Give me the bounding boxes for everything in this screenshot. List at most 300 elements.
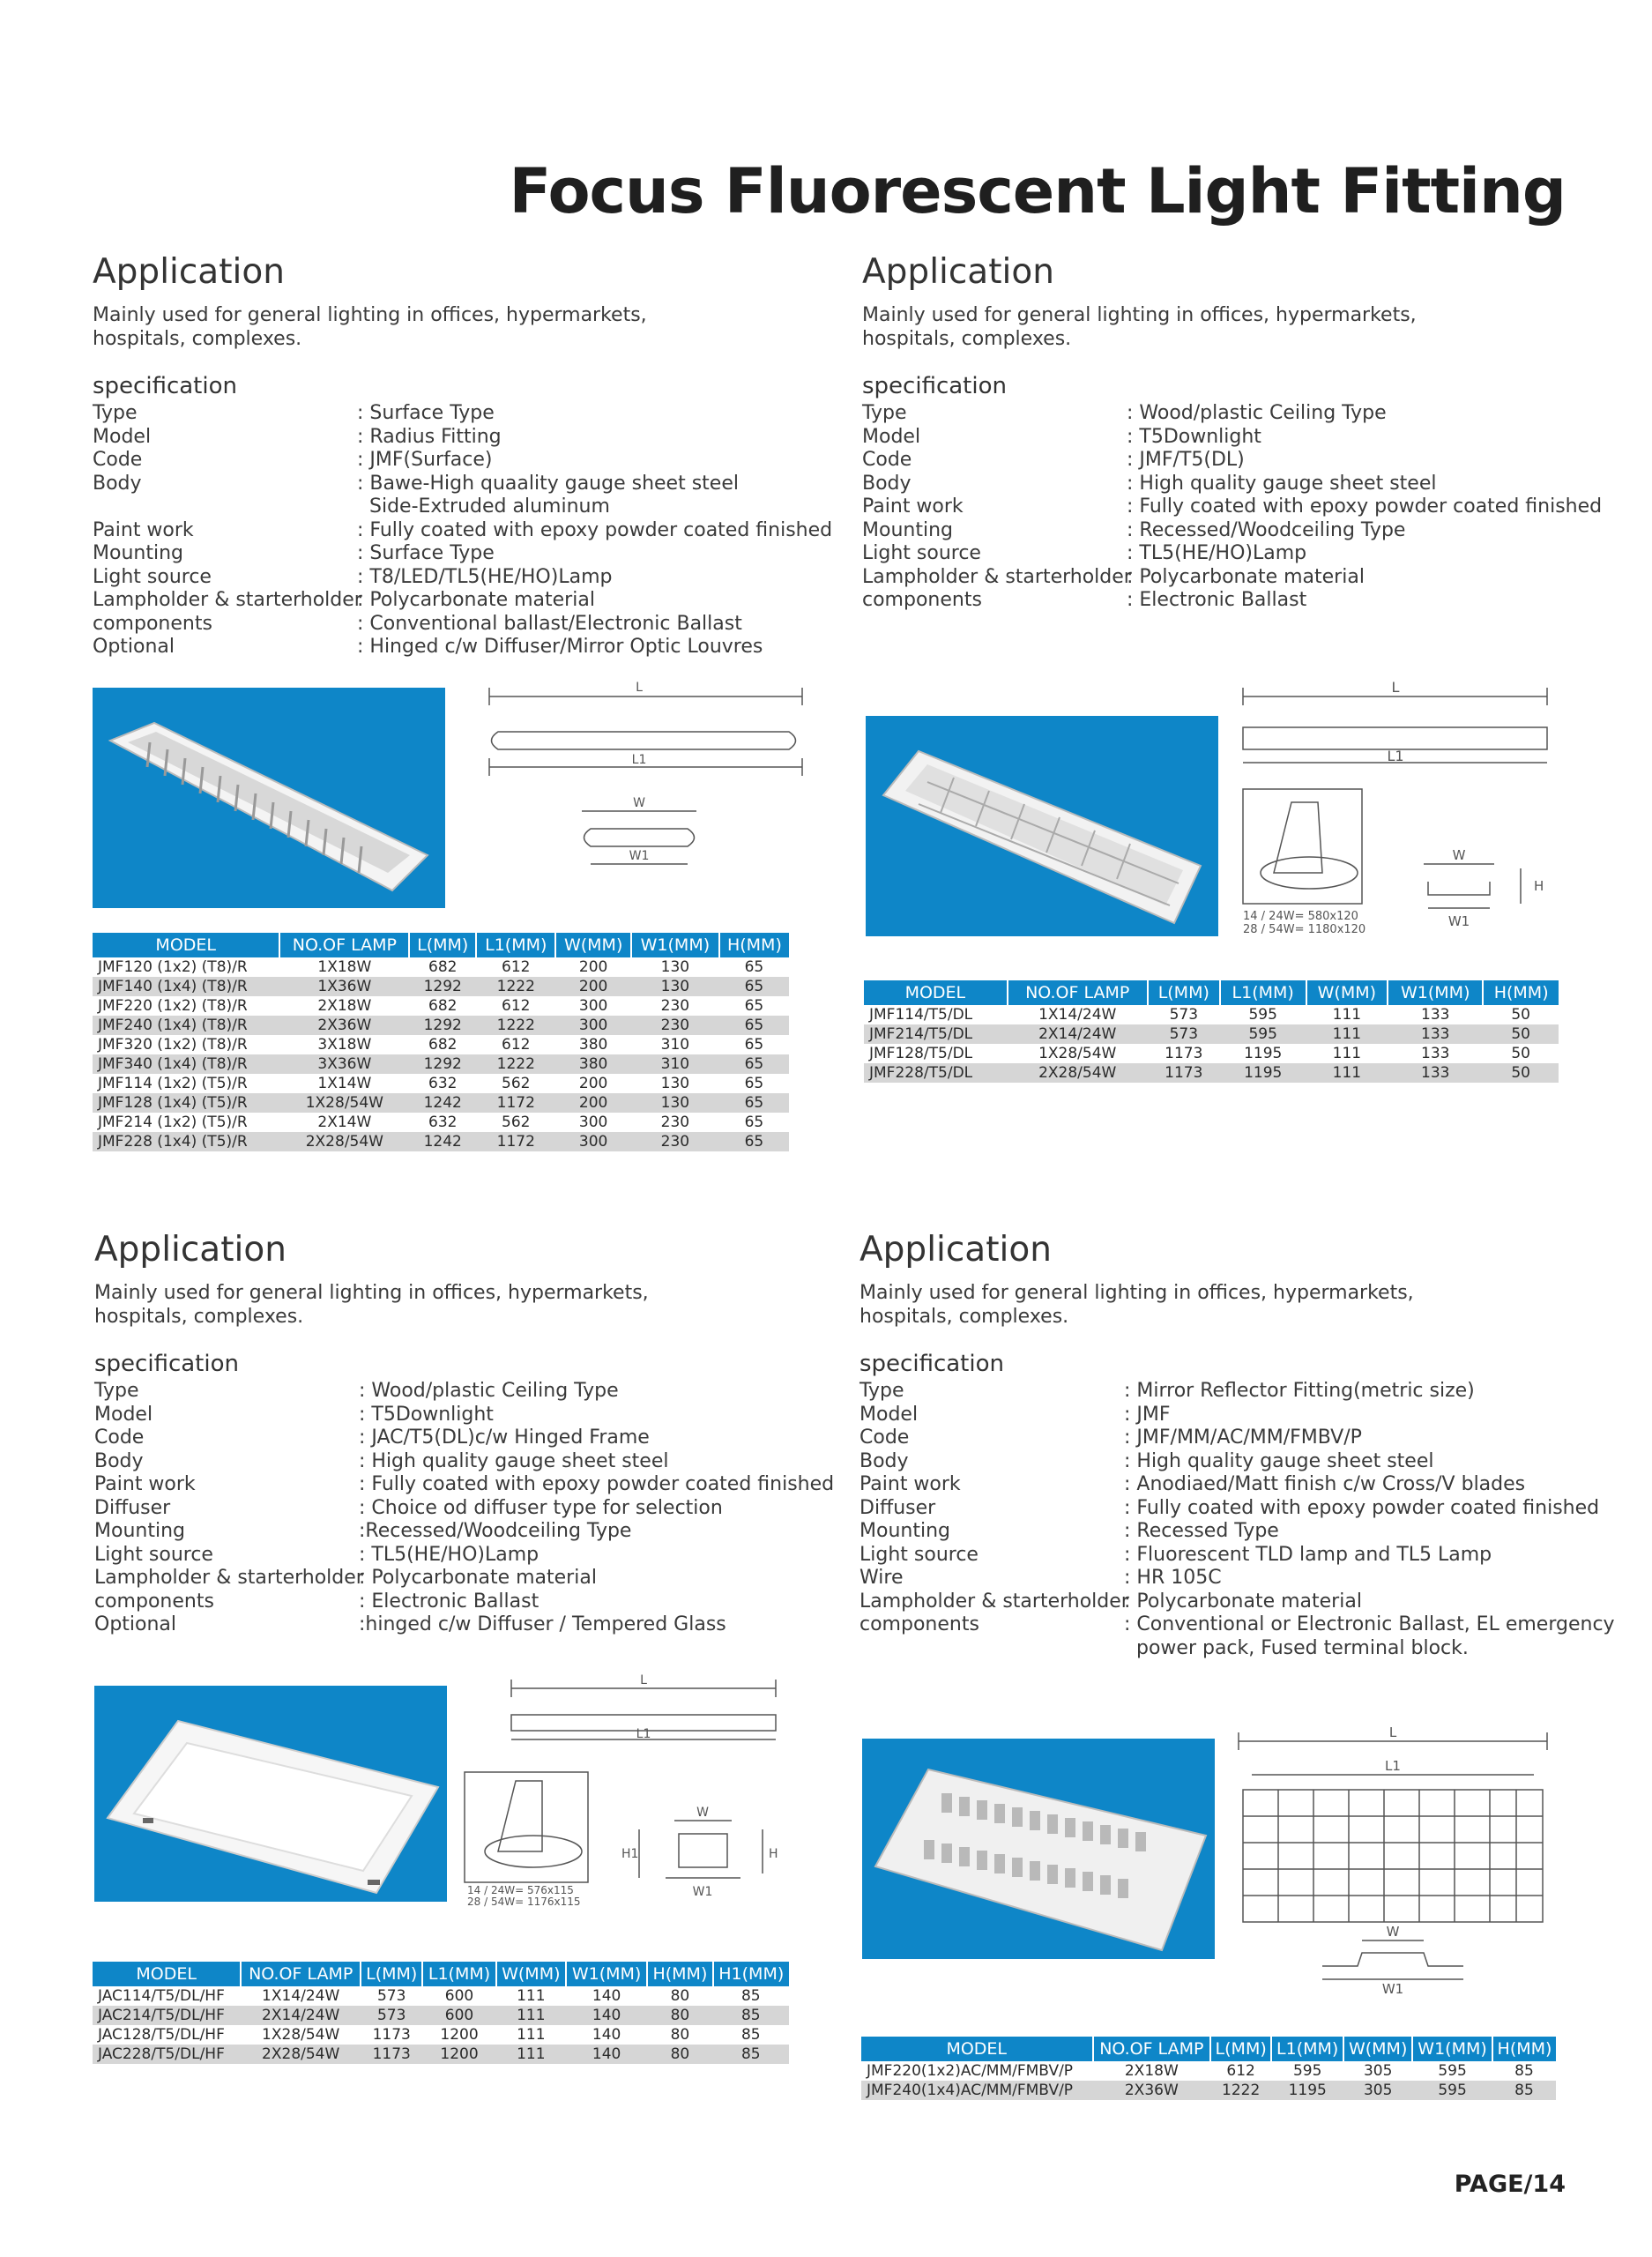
table-cell: 65 — [744, 958, 764, 976]
table-cell: 85 — [740, 2026, 761, 2044]
table-row — [93, 1093, 789, 1113]
spec-value: : T5Downlight — [359, 1403, 494, 1426]
table-row — [93, 2025, 789, 2045]
table-cell: 595 — [1438, 2062, 1467, 2080]
dimension-label: W — [1386, 1924, 1400, 1940]
product-photo — [866, 716, 1218, 936]
column-header: NO.OF LAMP — [241, 1962, 361, 1986]
table-cell: 1292 — [409, 977, 476, 996]
table-cell: 2X18W — [1124, 2062, 1179, 2080]
spec-row — [94, 1473, 835, 1497]
model-cell: JMF120 (1x2) (T8)/R — [98, 958, 248, 976]
column-header: H(MM) — [647, 1962, 712, 1986]
table-row — [864, 1044, 1559, 1063]
spec-value: : Bawe-High quaality gauge sheet steel — [357, 472, 739, 495]
table-cell: 85 — [1492, 2081, 1556, 2100]
table-cell: 50 — [1483, 1063, 1559, 1083]
spec-row — [859, 1496, 1600, 1521]
column-header: H1(MM) — [713, 1962, 789, 1986]
table-row — [93, 1986, 789, 2006]
table-row — [93, 977, 789, 996]
table-cell: 111 — [517, 2026, 546, 2044]
table-cell: 562 — [502, 1075, 531, 1092]
column-header: W(MM) — [555, 933, 631, 957]
spec-label: Light source — [94, 1543, 213, 1566]
table-cell: 2X14W — [317, 1114, 372, 1131]
column-header: L(MM) — [409, 933, 476, 957]
table-cell: 310 — [631, 1054, 719, 1074]
column-header: W1(MM) — [1388, 980, 1483, 1005]
spec-value: : Polycarbonate material — [359, 1567, 597, 1589]
product-section-t5-downlight — [862, 252, 1603, 613]
spec-label: components — [94, 1590, 214, 1613]
table-cell: 1195 — [1244, 1045, 1283, 1062]
dimension-label: L — [640, 1673, 647, 1687]
dimension-drawing — [1239, 670, 1565, 943]
dimension-drawing — [485, 679, 811, 908]
table-cell: 85 — [1514, 2062, 1534, 2080]
application-text: Mainly used for general lighting in offices, hypermarkets, hospitals, complexes. — [862, 304, 1417, 350]
size-note: 28 / 54W= 1180x120 — [1243, 923, 1366, 936]
spec-label: Light source — [862, 542, 981, 564]
spec-label: Light source — [859, 1543, 979, 1566]
table-cell: 130 — [631, 977, 719, 996]
table-cell: 80 — [647, 2045, 712, 2064]
table-cell: 133 — [1388, 1063, 1483, 1083]
table-row — [93, 2006, 789, 2025]
model-cell: JAC128/T5/DL/HF — [98, 2026, 225, 2044]
spec-row — [93, 566, 798, 590]
application-text: Mainly used for general lighting in offices, hypermarkets, hospitals, complexes. — [94, 1282, 649, 1328]
table-cell: 1200 — [422, 2045, 495, 2064]
table-cell: 632 — [428, 1075, 458, 1092]
column-header: W1(MM) — [566, 1962, 647, 1986]
spec-label: Body — [859, 1449, 909, 1472]
spec-row — [862, 402, 1567, 426]
table-cell: 65 — [719, 1016, 789, 1035]
table-cell: 3X36W — [279, 1054, 409, 1074]
column-header: W1(MM) — [1412, 2037, 1492, 2061]
table-cell: 65 — [719, 1054, 789, 1074]
table-cell: 1200 — [440, 2026, 479, 2044]
table-cell: 2X28/54W — [241, 2045, 361, 2064]
column-header: H(MM) — [719, 933, 789, 957]
spec-row — [94, 1426, 800, 1450]
table-cell: 1222 — [1210, 2081, 1271, 2100]
column-header: W(MM) — [1306, 980, 1388, 1005]
product-section-mirror-reflector — [859, 1230, 1615, 1660]
spec-value: : JMF(Surface) — [357, 449, 493, 471]
dimension-label: L — [636, 681, 643, 695]
table-row — [864, 1005, 1559, 1024]
table-row — [93, 996, 789, 1016]
table-cell: 300 — [555, 1132, 631, 1151]
spec-label: Model — [862, 425, 921, 448]
spec-value: : Polycarbonate material — [1127, 565, 1365, 588]
table-row — [93, 2045, 789, 2064]
spec-row — [859, 1613, 1615, 1637]
spec-label: Mounting — [94, 1520, 185, 1542]
spec-row — [862, 426, 1567, 450]
table-cell: 1X28/54W — [279, 1093, 409, 1113]
spec-label: components — [93, 612, 212, 635]
specification-list — [94, 1380, 835, 1637]
table-row — [93, 1016, 789, 1035]
dimension-label: L — [1388, 1724, 1397, 1740]
table-cell: 300 — [578, 1114, 608, 1131]
table-cell: 200 — [555, 1093, 631, 1113]
table-cell: 612 — [502, 1036, 531, 1054]
spec-value: : JMF/T5(DL) — [1127, 449, 1245, 471]
table-cell: 65 — [744, 1036, 764, 1054]
page-title: Focus Fluorescent Light Fitting — [509, 155, 1566, 227]
table-row — [93, 957, 789, 977]
model-cell: JAC114/T5/DL/HF — [98, 1987, 225, 2005]
table-cell: 682 — [428, 958, 458, 976]
spec-label: Lampholder & starterholder — [862, 565, 1132, 588]
table-cell: 595 — [1292, 2062, 1322, 2080]
spec-label: Model — [93, 425, 152, 448]
table-cell: 80 — [647, 2006, 712, 2025]
table-cell: 682 — [428, 1036, 458, 1054]
table-cell: 140 — [592, 1987, 621, 2005]
spec-row — [93, 613, 798, 637]
column-header: NO.OF LAMP — [1093, 2037, 1211, 2061]
table-cell: 111 — [496, 2006, 566, 2025]
spec-value: : Wood/plastic Ceiling Type — [1127, 402, 1387, 424]
spec-value: power pack, Fused terminal block. — [1124, 1636, 1469, 1659]
spec-label: Wire — [859, 1567, 904, 1589]
table-cell: 2X14/24W — [241, 2006, 361, 2025]
page-number: PAGE/14 — [1454, 2171, 1566, 2198]
spec-label: components — [859, 1613, 979, 1635]
model-cell: JAC214/T5/DL/HF — [93, 2006, 241, 2025]
table-cell: 85 — [713, 2006, 789, 2025]
table-cell: 305 — [1343, 2081, 1412, 2100]
table-cell: 111 — [1332, 1045, 1362, 1062]
table-row — [861, 2061, 1556, 2081]
spec-label: Code — [93, 449, 143, 471]
table-cell: 50 — [1511, 1006, 1530, 1024]
spec-value: : HR 105C — [1124, 1567, 1222, 1589]
table-cell: 595 — [1220, 1024, 1306, 1044]
table-cell: 1X28/54W — [1038, 1045, 1117, 1062]
product-photo — [93, 688, 445, 908]
table-row — [93, 1035, 789, 1054]
table-cell: 682 — [428, 997, 458, 1015]
column-header: MODEL — [93, 933, 279, 957]
table-cell: 65 — [744, 997, 764, 1015]
table-header-row — [93, 1962, 789, 1986]
spec-row — [859, 1473, 1565, 1497]
table-cell: 140 — [566, 2006, 647, 2025]
spec-value: : TL5(HE/HO)Lamp — [359, 1543, 540, 1566]
application-text: Mainly used for general lighting in offices, hypermarkets, hospitals, complexes. — [859, 1282, 1414, 1328]
spec-label: Diffuser — [94, 1496, 171, 1519]
spec-row — [93, 636, 798, 659]
model-cell: JMF220(1x2)AC/MM/FMBV/P — [867, 2062, 1074, 2080]
spec-row — [93, 495, 798, 519]
table-cell: 1173 — [361, 2045, 422, 2064]
table-cell: 600 — [444, 1987, 474, 2005]
spec-value: : Anodiaed/Matt finish c/w Cross/V blades — [1124, 1473, 1526, 1495]
spec-label: components — [862, 589, 982, 611]
table-cell: 2X36W — [279, 1016, 409, 1035]
table-cell: 1172 — [476, 1093, 555, 1113]
table-cell: 65 — [744, 1075, 764, 1092]
table-row — [864, 1063, 1559, 1083]
table-cell: 595 — [1248, 1006, 1277, 1024]
column-header: L1(MM) — [476, 933, 555, 957]
spec-value: : Surface Type — [357, 402, 495, 424]
table-cell: 50 — [1483, 1024, 1559, 1044]
table-cell: 1222 — [476, 977, 555, 996]
table-cell: 632 — [428, 1114, 458, 1131]
table-cell: 200 — [555, 977, 631, 996]
product-section-surface — [93, 252, 833, 659]
dimension-label: H1 — [621, 1847, 639, 1861]
spec-row — [862, 589, 1567, 613]
model-cell: JMF128 (1x4) (T5)/R — [93, 1093, 279, 1113]
dimension-label: H — [1534, 878, 1544, 894]
table-row — [864, 1024, 1559, 1044]
spec-row — [859, 1426, 1565, 1450]
table-cell: 133 — [1421, 1006, 1450, 1024]
table-cell: 200 — [578, 1075, 608, 1092]
table-cell: 2X36W — [1093, 2081, 1211, 2100]
table-cell: 1222 — [476, 1016, 555, 1035]
table-header-row — [93, 933, 789, 957]
table-cell: 111 — [496, 2045, 566, 2064]
spec-value: : Hinged c/w Diffuser/Mirror Optic Louvres — [357, 636, 763, 658]
spec-row — [859, 1590, 1565, 1614]
table-cell: 600 — [422, 2006, 495, 2025]
dimension-label: L1 — [1385, 1758, 1401, 1774]
table-cell: 1173 — [1165, 1045, 1203, 1062]
table-cell: 305 — [1363, 2062, 1393, 2080]
spec-row — [862, 566, 1567, 590]
table-cell: 130 — [660, 1075, 690, 1092]
table-cell: 1292 — [409, 1054, 476, 1074]
model-cell: JMF214 (1x2) (T5)/R — [98, 1114, 248, 1131]
spec-value: : Fully coated with epoxy powder coated finished — [359, 1473, 835, 1495]
spec-row — [93, 589, 798, 613]
column-header: L1(MM) — [422, 1962, 495, 1986]
application-text: Mainly used for general lighting in offices, hypermarkets, hospitals, complexes. — [93, 304, 647, 350]
table-cell: 85 — [713, 2045, 789, 2064]
spec-value: : JAC/T5(DL)c/w Hinged Frame — [359, 1426, 650, 1449]
dimension-label: W — [696, 1806, 709, 1820]
spec-row — [94, 1404, 800, 1427]
application-heading: Application — [859, 1230, 1052, 1270]
dimension-drawing — [463, 1671, 789, 1909]
table-cell: 85 — [740, 1987, 761, 2005]
table-cell: 2X28/54W — [1008, 1063, 1148, 1083]
spec-label: Lampholder & starterholder — [859, 1590, 1129, 1613]
dimension-label: W1 — [1381, 1981, 1404, 1997]
spec-row — [94, 1613, 800, 1637]
spec-value: : Fully coated with epoxy powder coated finished — [1124, 1496, 1600, 1519]
spec-row — [94, 1450, 800, 1474]
spec-row — [93, 473, 798, 496]
column-header: NO.OF LAMP — [1008, 980, 1148, 1005]
product-section-hinged-frame — [94, 1230, 835, 1637]
model-cell: JMF320 (1x2) (T8)/R — [98, 1036, 248, 1054]
table-cell: 111 — [1306, 1024, 1388, 1044]
spec-label: Type — [94, 1380, 139, 1402]
spec-label: Body — [94, 1449, 144, 1472]
product-photo — [94, 1686, 447, 1902]
product-table — [93, 933, 789, 1151]
spec-label: Paint work — [862, 495, 964, 518]
product-table — [864, 980, 1559, 1083]
spec-label: Light source — [93, 565, 212, 588]
dimension-label: L1 — [636, 1727, 651, 1741]
spec-label: Paint work — [93, 518, 194, 541]
product-photo — [862, 1739, 1215, 1959]
spec-value: : Wood/plastic Ceiling Type — [359, 1380, 619, 1402]
table-cell: 3X18W — [317, 1036, 372, 1054]
spec-label: Model — [859, 1403, 919, 1426]
spec-row — [862, 473, 1567, 496]
table-cell: 130 — [631, 1093, 719, 1113]
spec-row — [93, 518, 833, 543]
application-heading: Application — [94, 1230, 286, 1270]
spec-value: :Recessed/Woodceiling Type — [359, 1520, 632, 1542]
spec-label: Mounting — [859, 1520, 950, 1542]
spec-row — [862, 449, 1567, 473]
spec-label: Lampholder & starterholder — [94, 1567, 364, 1589]
dimension-label: W1 — [692, 1885, 713, 1899]
spec-row — [94, 1497, 800, 1521]
table-cell: 1X28/54W — [262, 2026, 340, 2044]
specification-list — [862, 402, 1603, 613]
dimension-label: W — [1452, 847, 1466, 863]
model-cell: JMF240(1x4)AC/MM/FMBV/P — [861, 2081, 1093, 2100]
table-cell: 1242 — [409, 1132, 476, 1151]
model-cell: JMF240 (1x4) (T8)/R — [93, 1016, 279, 1035]
table-cell: 133 — [1388, 1024, 1483, 1044]
spec-value: : Polycarbonate material — [357, 589, 595, 611]
application-heading: Application — [93, 252, 285, 292]
column-header: NO.OF LAMP — [279, 933, 409, 957]
spec-label — [93, 495, 357, 519]
table-cell: 230 — [631, 1016, 719, 1035]
table-cell: 1X18W — [317, 958, 372, 976]
dimension-label: L1 — [631, 753, 647, 767]
column-header: W1(MM) — [631, 933, 719, 957]
spec-row — [93, 542, 798, 566]
spec-row — [859, 1380, 1565, 1404]
table-cell: 80 — [670, 1987, 690, 2005]
spec-label: Type — [862, 402, 907, 424]
spec-row — [859, 1520, 1565, 1544]
dimension-label: H — [769, 1847, 778, 1861]
table-cell: 573 — [376, 1987, 406, 2005]
column-header: W(MM) — [496, 1962, 566, 1986]
specification-heading: specification — [862, 373, 1007, 399]
dimension-drawing — [1234, 1715, 1560, 1997]
model-cell: JMF228 (1x4) (T5)/R — [93, 1132, 279, 1151]
table-cell: 50 — [1511, 1045, 1530, 1062]
spec-value: : JMF — [1124, 1403, 1171, 1426]
spec-value: : Recessed/Woodceiling Type — [1127, 518, 1406, 541]
spec-value: : Mirror Reflector Fitting(metric size) — [1124, 1380, 1475, 1402]
specification-list — [93, 402, 833, 659]
spec-value: :hinged c/w Diffuser / Tempered Glass — [359, 1613, 726, 1635]
model-cell: JMF140 (1x4) (T8)/R — [93, 977, 279, 996]
spec-label: Body — [862, 472, 912, 495]
column-header: L1(MM) — [1220, 980, 1306, 1005]
table-cell: 573 — [1148, 1024, 1220, 1044]
spec-row — [859, 1637, 1565, 1661]
table-cell: 573 — [1169, 1006, 1199, 1024]
model-cell: JMF128/T5/DL — [869, 1045, 973, 1062]
table-cell: 133 — [1421, 1045, 1450, 1062]
size-note: 14 / 24W= 580x120 — [1243, 910, 1358, 923]
spec-label: Type — [859, 1380, 904, 1402]
dimension-label: W1 — [1447, 913, 1470, 929]
table-cell: 1173 — [372, 2026, 411, 2044]
spec-label: Body — [93, 472, 142, 495]
table-cell: 230 — [660, 1114, 690, 1131]
product-table — [93, 1962, 789, 2064]
spec-row — [94, 1520, 800, 1544]
table-cell: 1173 — [1148, 1063, 1220, 1083]
spec-value: : Fluorescent TLD lamp and TL5 Lamp — [1124, 1543, 1492, 1566]
table-row — [93, 1054, 789, 1074]
spec-label: Code — [94, 1426, 145, 1449]
spec-row — [862, 495, 1603, 519]
spec-value: : High quality gauge sheet steel — [1124, 1449, 1434, 1472]
spec-row — [93, 426, 798, 450]
spec-label: Optional — [93, 636, 175, 658]
column-header: MODEL — [861, 2037, 1093, 2061]
column-header: MODEL — [864, 980, 1008, 1005]
specification-heading: specification — [93, 373, 237, 399]
spec-label: Optional — [94, 1613, 177, 1635]
spec-value: : Radius Fitting — [357, 425, 502, 448]
column-header: L1(MM) — [1271, 2037, 1343, 2061]
spec-row — [94, 1567, 800, 1590]
column-header: MODEL — [93, 1962, 241, 1986]
spec-label: Paint work — [94, 1473, 196, 1495]
spec-value: : TL5(HE/HO)Lamp — [1127, 542, 1307, 564]
spec-value: : High quality gauge sheet steel — [1127, 472, 1437, 495]
table-cell: 230 — [660, 997, 690, 1015]
spec-value: : Surface Type — [357, 542, 495, 564]
table-cell: 65 — [744, 1114, 764, 1131]
table-cell: 111 — [1306, 1063, 1388, 1083]
table-cell: 80 — [670, 2026, 690, 2044]
table-cell: 2X28/54W — [279, 1132, 409, 1151]
model-cell: JMF340 (1x4) (T8)/R — [93, 1054, 279, 1074]
spec-value: : Polycarbonate material — [1124, 1590, 1362, 1613]
spec-row — [94, 1590, 800, 1614]
spec-value: : Electronic Ballast — [359, 1590, 540, 1613]
specification-heading: specification — [859, 1351, 1004, 1377]
spec-row — [859, 1450, 1565, 1474]
table-cell: 612 — [1226, 2062, 1255, 2080]
column-header: L(MM) — [1210, 2037, 1271, 2061]
spec-value: : Choice od diffuser type for selection — [359, 1496, 723, 1519]
table-cell: 612 — [502, 997, 531, 1015]
spec-label: Model — [94, 1403, 153, 1426]
table-cell: 230 — [631, 1132, 719, 1151]
table-cell: 111 — [1332, 1006, 1362, 1024]
spec-value: : Recessed Type — [1124, 1520, 1279, 1542]
table-cell: 140 — [592, 2026, 621, 2044]
